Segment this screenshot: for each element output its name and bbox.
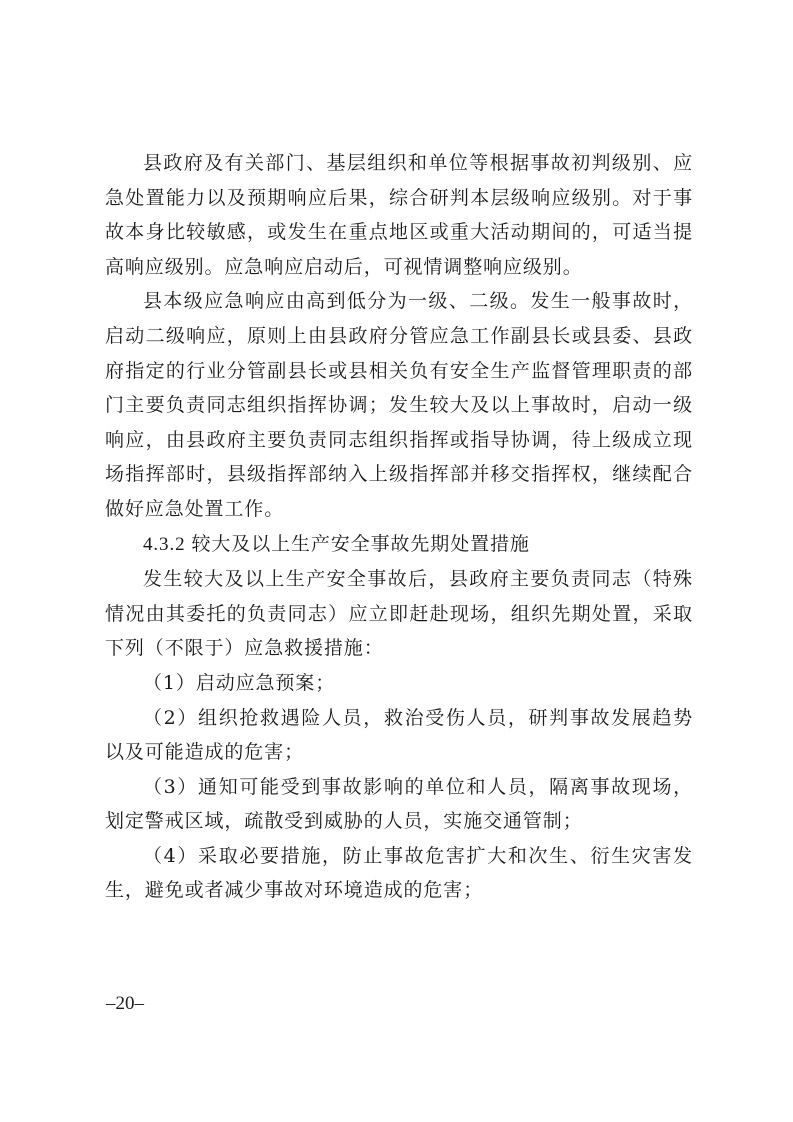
paragraph-initial-measures: 发生较大及以上生产安全事故后，县政府主要负责同志（特殊情况由其委托的负责同志）应立即赶赴现场，组织先期处置，采取下列（不限于）应急救援措施： <box>105 568 693 660</box>
paragraph-response-level: 县政府及有关部门、基层组织和单位等根据事故初判级别、应急处置能力以及预期响应后果，综合研判本层级响应级别。对于事故本身比较敏感，或发生在重点地区或重大活动期间的，可适当提高响应级别。应急响应启动后，可视情调整响应级别。 <box>105 152 693 278</box>
section-number: 4.3.2 <box>143 533 186 555</box>
document-body <box>105 146 693 908</box>
list-item-1: （1）启动应急预案； <box>143 671 336 694</box>
paragraph-county-response: 县本级应急响应由高到低分为一级、二级。发生一般事故时，启动二级响应，原则上由县政府分管应急工作副县长或县委、县政府指定的行业分管副县长或县相关负有安全生产监督管理职责的部门主要负责同志组织指挥协调；发生较大及以上事故时，启动一级响应，由县政府主要负责同志组织指挥或指导协调，待上级成立现场指挥部时，县级指挥部纳入上级指挥部并移交指挥权，继续配合做好应急处置工作。 <box>105 290 693 520</box>
section-title: 较大及以上生产安全事故先期处置措施 <box>191 532 530 555</box>
section-heading <box>105 527 693 563</box>
list-item-4: （4）采取必要措施，防止事故危害扩大和次生、衍生灾害发生，避免或者减少事故对环境造成的危害； <box>105 844 693 902</box>
list-item-2: （2）组织抢救遇险人员，救治受伤人员，研判事故发展趋势以及可能造成的危害； <box>105 706 693 764</box>
list-item-3: （3）通知可能受到事故影响的单位和人员，隔离事故现场，划定警戒区域，疏散受到威胁的人员，实施交通管制； <box>105 775 693 833</box>
page-number: –20– <box>106 993 144 1014</box>
